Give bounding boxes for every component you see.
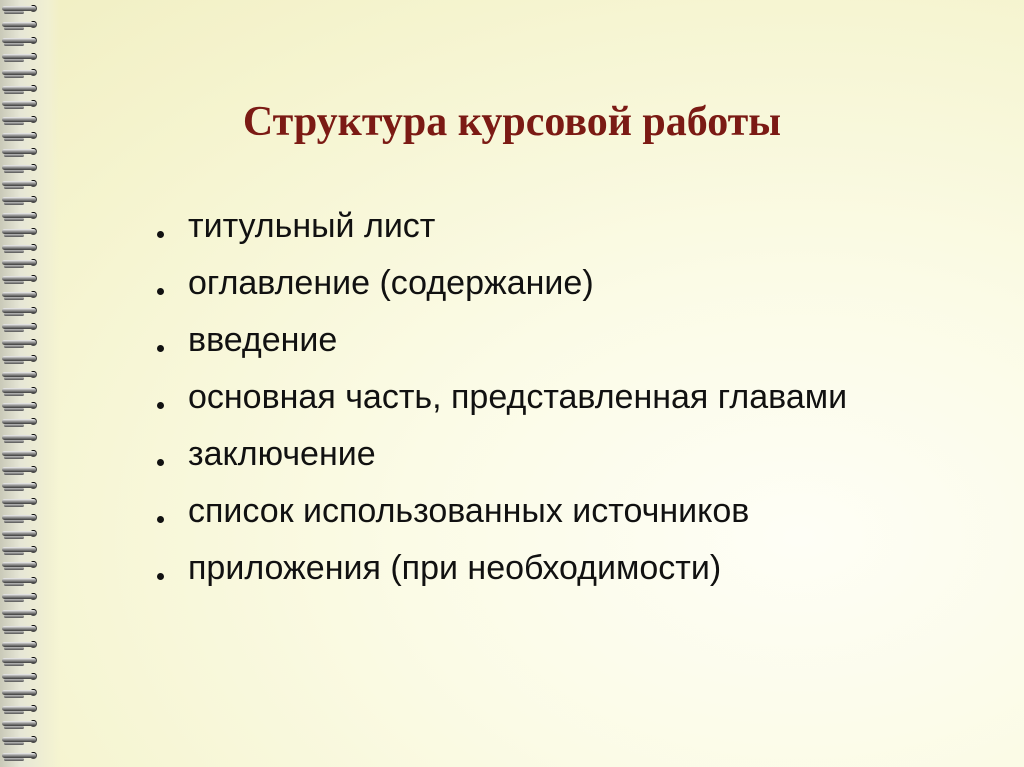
binding-ring bbox=[0, 3, 44, 15]
bullet-dot-icon bbox=[157, 288, 164, 295]
binding-ring bbox=[0, 639, 44, 651]
binding-ring bbox=[0, 416, 44, 428]
binding-ring bbox=[0, 575, 44, 587]
binding-ring bbox=[0, 194, 44, 206]
binding-ring bbox=[0, 289, 44, 301]
list-item-text: титульный лист bbox=[188, 207, 436, 245]
bullet-dot-icon bbox=[157, 231, 164, 238]
binding-ring bbox=[0, 687, 44, 699]
binding-ring bbox=[0, 385, 44, 397]
binding-ring bbox=[0, 718, 44, 730]
binding-ring bbox=[0, 432, 44, 444]
binding-ring bbox=[0, 226, 44, 238]
list-item bbox=[155, 426, 847, 483]
binding-ring bbox=[0, 83, 44, 95]
list-item-text: введение bbox=[188, 321, 338, 359]
binding-ring bbox=[0, 305, 44, 317]
binding-ring bbox=[0, 607, 44, 619]
bullet-dot-icon bbox=[157, 402, 164, 409]
binding-ring bbox=[0, 321, 44, 333]
binding-ring bbox=[0, 162, 44, 174]
binding-ring bbox=[0, 623, 44, 635]
binding-ring bbox=[0, 178, 44, 190]
binding-ring bbox=[0, 210, 44, 222]
bullet-list bbox=[155, 198, 847, 597]
list-item-text: основная часть, представленная главами bbox=[188, 378, 848, 416]
binding-ring bbox=[0, 655, 44, 667]
binding-ring bbox=[0, 273, 44, 285]
list-item bbox=[155, 255, 847, 312]
bullet-dot-icon bbox=[157, 573, 164, 580]
binding-ring bbox=[0, 35, 44, 47]
binding-ring bbox=[0, 480, 44, 492]
bullet-dot-icon bbox=[157, 516, 164, 523]
page-title: Структура курсовой работы bbox=[242, 99, 782, 145]
binding-ring bbox=[0, 512, 44, 524]
binding-ring bbox=[0, 559, 44, 571]
binding-ring bbox=[0, 734, 44, 746]
list-item-text: заключение bbox=[188, 435, 376, 473]
binding-ring bbox=[0, 464, 44, 476]
list-item bbox=[155, 312, 847, 369]
binding-ring bbox=[0, 51, 44, 63]
binding-ring bbox=[0, 369, 44, 381]
bullet-dot-icon bbox=[157, 459, 164, 466]
list-item-text: оглавление (содержание) bbox=[188, 264, 594, 302]
binding-ring bbox=[0, 528, 44, 540]
binding-ring bbox=[0, 750, 44, 762]
binding-ring bbox=[0, 67, 44, 79]
list-item bbox=[155, 540, 847, 597]
binding-ring bbox=[0, 496, 44, 508]
list-item-text: приложения (при необходимости) bbox=[188, 549, 722, 587]
binding-ring bbox=[0, 242, 44, 254]
binding-ring bbox=[0, 146, 44, 158]
binding-ring bbox=[0, 448, 44, 460]
binding-ring bbox=[0, 671, 44, 683]
binding-ring bbox=[0, 544, 44, 556]
binding-ring bbox=[0, 400, 44, 412]
binding-ring bbox=[0, 591, 44, 603]
binding-ring bbox=[0, 703, 44, 715]
binding-ring bbox=[0, 19, 44, 31]
binding-ring bbox=[0, 353, 44, 365]
list-item bbox=[155, 198, 847, 255]
list-item bbox=[155, 483, 847, 540]
list-item-text: список использованных источников bbox=[188, 492, 750, 530]
list-item bbox=[155, 369, 847, 426]
bullet-dot-icon bbox=[157, 345, 164, 352]
binding-ring bbox=[0, 257, 44, 269]
binding-ring bbox=[0, 337, 44, 349]
